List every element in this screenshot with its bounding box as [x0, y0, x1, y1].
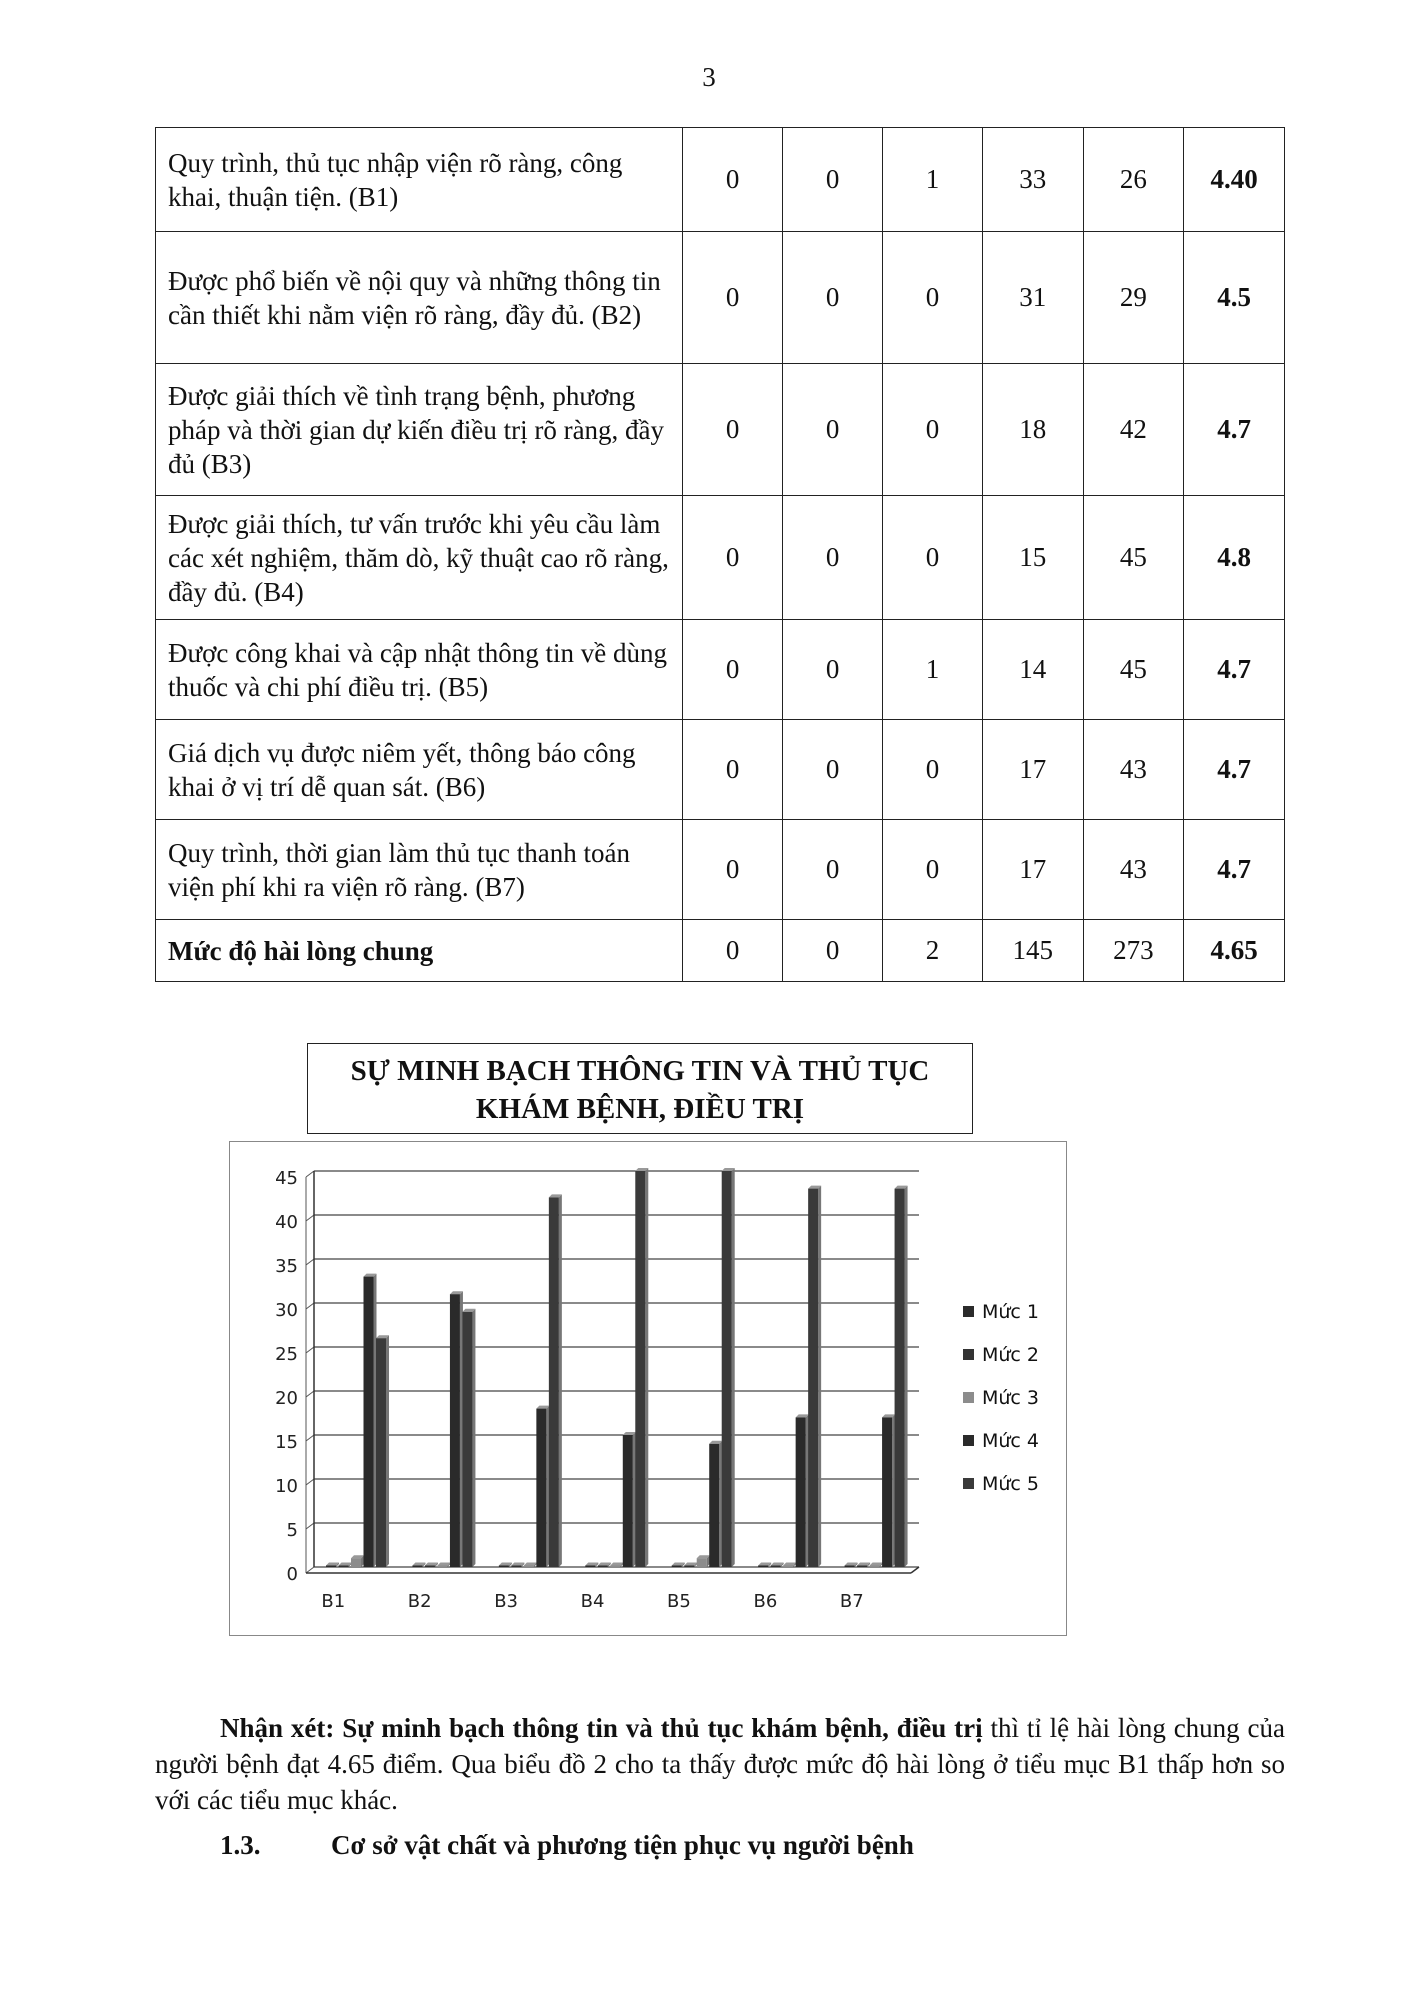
bar-B5-4 [709, 1444, 719, 1567]
level-3-count: 2 [883, 920, 983, 982]
bar-B4-3 [610, 1566, 620, 1568]
table-body [156, 128, 1285, 982]
bar-B3-1 [499, 1566, 509, 1568]
criterion-cell: Quy trình, thủ tục nhập viện rõ ràng, công khai, thuận tiện. (B1) [156, 128, 683, 232]
average-score: 4.7 [1184, 620, 1285, 720]
level-2-count: 0 [783, 920, 883, 982]
y-tick-label: 30 [275, 1300, 298, 1321]
criterion-cell: Được giải thích, tư vấn trước khi yêu cầu làm các xét nghiệm, thăm dò, kỹ thuật cao rõ ràng, đầy đủ. (B4) [156, 496, 683, 620]
criterion-cell: Quy trình, thời gian làm thủ tục thanh toán viện phí khi ra viện rõ ràng. (B7) [156, 820, 683, 920]
level-2-count: 0 [783, 232, 883, 364]
legend-label: Mức 3 [982, 1386, 1040, 1409]
table-row [156, 820, 1285, 920]
bar-B5-5 [722, 1171, 732, 1567]
x-tick-label: B7 [839, 1591, 864, 1612]
level-5-count: 45 [1083, 620, 1184, 720]
table-row [156, 496, 1285, 620]
table-row [156, 720, 1285, 820]
level-1-count: 0 [683, 364, 783, 496]
average-score: 4.7 [1184, 720, 1285, 820]
level-1-count: 0 [683, 820, 783, 920]
x-tick-label: B1 [321, 1591, 346, 1612]
bar-B7-5 [895, 1189, 905, 1567]
bar-B5-1 [672, 1566, 682, 1568]
bar-B6-5 [808, 1189, 818, 1567]
level-3-count: 0 [883, 720, 983, 820]
bar-B4-1 [585, 1566, 595, 1568]
bar-B3-4 [536, 1409, 546, 1567]
y-tick-label: 10 [275, 1476, 298, 1497]
x-tick-label: B5 [667, 1591, 691, 1612]
level-2-count: 0 [783, 128, 883, 232]
level-5-count: 45 [1083, 496, 1184, 620]
legend-item [963, 1333, 1039, 1376]
legend-label: Mức 2 [982, 1343, 1040, 1366]
level-1-count: 0 [683, 920, 783, 982]
level-5-count: 29 [1083, 232, 1184, 364]
criterion-cell: Mức độ hài lòng chung [156, 920, 683, 982]
chart-title-line-1: SỰ MINH BẠCH THÔNG TIN VÀ THỦ TỤC [350, 1055, 930, 1087]
bar-B2-1 [412, 1566, 422, 1568]
average-score: 4.8 [1184, 496, 1285, 620]
level-3-count: 1 [883, 620, 983, 720]
bar-B2-3 [437, 1566, 447, 1568]
bar-B1-2 [339, 1566, 349, 1568]
bar-B1-3 [351, 1558, 361, 1567]
bar-B7-2 [857, 1566, 867, 1568]
bar-B4-4 [623, 1435, 633, 1567]
bar-B5-2 [684, 1566, 694, 1568]
section-heading [220, 1830, 914, 1861]
legend-swatch [963, 1478, 974, 1489]
criterion-cell: Được phổ biến về nội quy và những thông tin cần thiết khi nằm viện rõ ràng, đầy đủ. (B2) [156, 232, 683, 364]
comment-text: thì tỉ lệ hài lòng chung của người bệnh đạt 4.65 điểm. Qua biểu đồ 2 cho ta thấy được mức độ hài lòng ở tiểu mục B1 thấp hơn so với các tiểu mục khác. [155, 1713, 1285, 1815]
level-2-count: 0 [783, 364, 883, 496]
x-tick-label: B2 [407, 1591, 432, 1612]
y-tick-label: 15 [275, 1432, 298, 1453]
bar-B3-3 [524, 1566, 534, 1568]
level-5-count: 43 [1083, 720, 1184, 820]
level-4-count: 14 [983, 620, 1084, 720]
level-2-count: 0 [783, 496, 883, 620]
chart-title-line-2: KHÁM BỆNH, ĐIỀU TRỊ [475, 1093, 805, 1125]
level-3-count: 0 [883, 496, 983, 620]
comment-paragraph [155, 1710, 1285, 1818]
average-score: 4.40 [1184, 128, 1285, 232]
bar-B2-2 [425, 1566, 435, 1568]
average-score: 4.65 [1184, 920, 1285, 982]
legend-swatch [963, 1306, 974, 1317]
bar-B6-3 [783, 1566, 793, 1568]
bar-B2-5 [462, 1312, 472, 1567]
table-row [156, 128, 1285, 232]
comment-label: Nhận xét: Sự minh bạch thông tin và thủ tục khám bệnh, điều trị [220, 1713, 983, 1743]
level-3-count: 0 [883, 364, 983, 496]
level-1-count: 0 [683, 496, 783, 620]
bar-B7-3 [870, 1566, 880, 1568]
legend-swatch [963, 1349, 974, 1360]
section-title: Cơ sở vật chất và phương tiện phục vụ người bệnh [331, 1830, 914, 1860]
bar-B1-5 [376, 1338, 386, 1567]
legend-label: Mức 4 [982, 1429, 1040, 1452]
level-5-count: 273 [1083, 920, 1184, 982]
legend-label: Mức 1 [982, 1300, 1040, 1323]
y-tick-label: 40 [275, 1212, 298, 1233]
chart-title [307, 1043, 973, 1134]
level-4-count: 17 [983, 820, 1084, 920]
level-4-count: 15 [983, 496, 1084, 620]
bar-B4-5 [635, 1171, 645, 1567]
bar-B3-5 [549, 1197, 559, 1567]
level-5-count: 26 [1083, 128, 1184, 232]
bar-B1-1 [326, 1566, 336, 1568]
level-5-count: 43 [1083, 820, 1184, 920]
y-tick-label: 0 [286, 1564, 298, 1585]
level-1-count: 0 [683, 620, 783, 720]
legend-item [963, 1419, 1039, 1462]
legend-label: Mức 5 [982, 1472, 1040, 1495]
bar-B3-2 [511, 1566, 521, 1568]
bar-B2-4 [450, 1294, 460, 1567]
legend-swatch [963, 1435, 974, 1446]
average-score: 4.7 [1184, 364, 1285, 496]
level-4-count: 145 [983, 920, 1084, 982]
level-4-count: 18 [983, 364, 1084, 496]
criterion-cell: Giá dịch vụ được niêm yết, thông báo công khai ở vị trí dễ quan sát. (B6) [156, 720, 683, 820]
bar-B6-2 [771, 1566, 781, 1568]
satisfaction-table [155, 127, 1285, 982]
bar-B7-1 [845, 1566, 855, 1568]
y-tick-label: 20 [275, 1388, 298, 1409]
criterion-cell: Được công khai và cập nhật thông tin về dùng thuốc và chi phí điều trị. (B5) [156, 620, 683, 720]
x-tick-label: B4 [580, 1591, 605, 1612]
level-2-count: 0 [783, 720, 883, 820]
table-row [156, 232, 1285, 364]
x-tick-label: B6 [753, 1591, 778, 1612]
bar-B4-2 [598, 1566, 608, 1568]
y-tick-label: 45 [275, 1168, 298, 1189]
level-3-count: 0 [883, 820, 983, 920]
level-3-count: 0 [883, 232, 983, 364]
page-number: 3 [702, 62, 716, 92]
level-4-count: 31 [983, 232, 1084, 364]
level-3-count: 1 [883, 128, 983, 232]
table-total-row [156, 920, 1285, 982]
y-tick-label: 25 [275, 1344, 298, 1365]
average-score: 4.7 [1184, 820, 1285, 920]
legend-item [963, 1376, 1039, 1419]
chart-legend [963, 1290, 1039, 1505]
level-2-count: 0 [783, 620, 883, 720]
bar-B7-4 [882, 1417, 892, 1567]
y-tick-label: 5 [286, 1520, 298, 1541]
legend-swatch [963, 1392, 974, 1403]
level-2-count: 0 [783, 820, 883, 920]
level-1-count: 0 [683, 232, 783, 364]
legend-item [963, 1290, 1039, 1333]
bar-B1-4 [364, 1277, 374, 1567]
level-1-count: 0 [683, 128, 783, 232]
legend-item [963, 1462, 1039, 1505]
criterion-cell: Được giải thích về tình trạng bệnh, phương pháp và thời gian dự kiến điều trị rõ ràng, đầy đủ (B3) [156, 364, 683, 496]
section-number: 1.3. [220, 1830, 261, 1860]
bar-B6-4 [796, 1417, 806, 1567]
x-tick-label: B3 [494, 1591, 519, 1612]
table-row [156, 364, 1285, 496]
bar-chart [229, 1141, 1067, 1636]
level-4-count: 33 [983, 128, 1084, 232]
level-5-count: 42 [1083, 364, 1184, 496]
table-row [156, 620, 1285, 720]
bar-B5-3 [697, 1558, 707, 1567]
level-4-count: 17 [983, 720, 1084, 820]
y-tick-label: 35 [275, 1256, 298, 1277]
bar-B6-1 [758, 1566, 768, 1568]
level-1-count: 0 [683, 720, 783, 820]
average-score: 4.5 [1184, 232, 1285, 364]
